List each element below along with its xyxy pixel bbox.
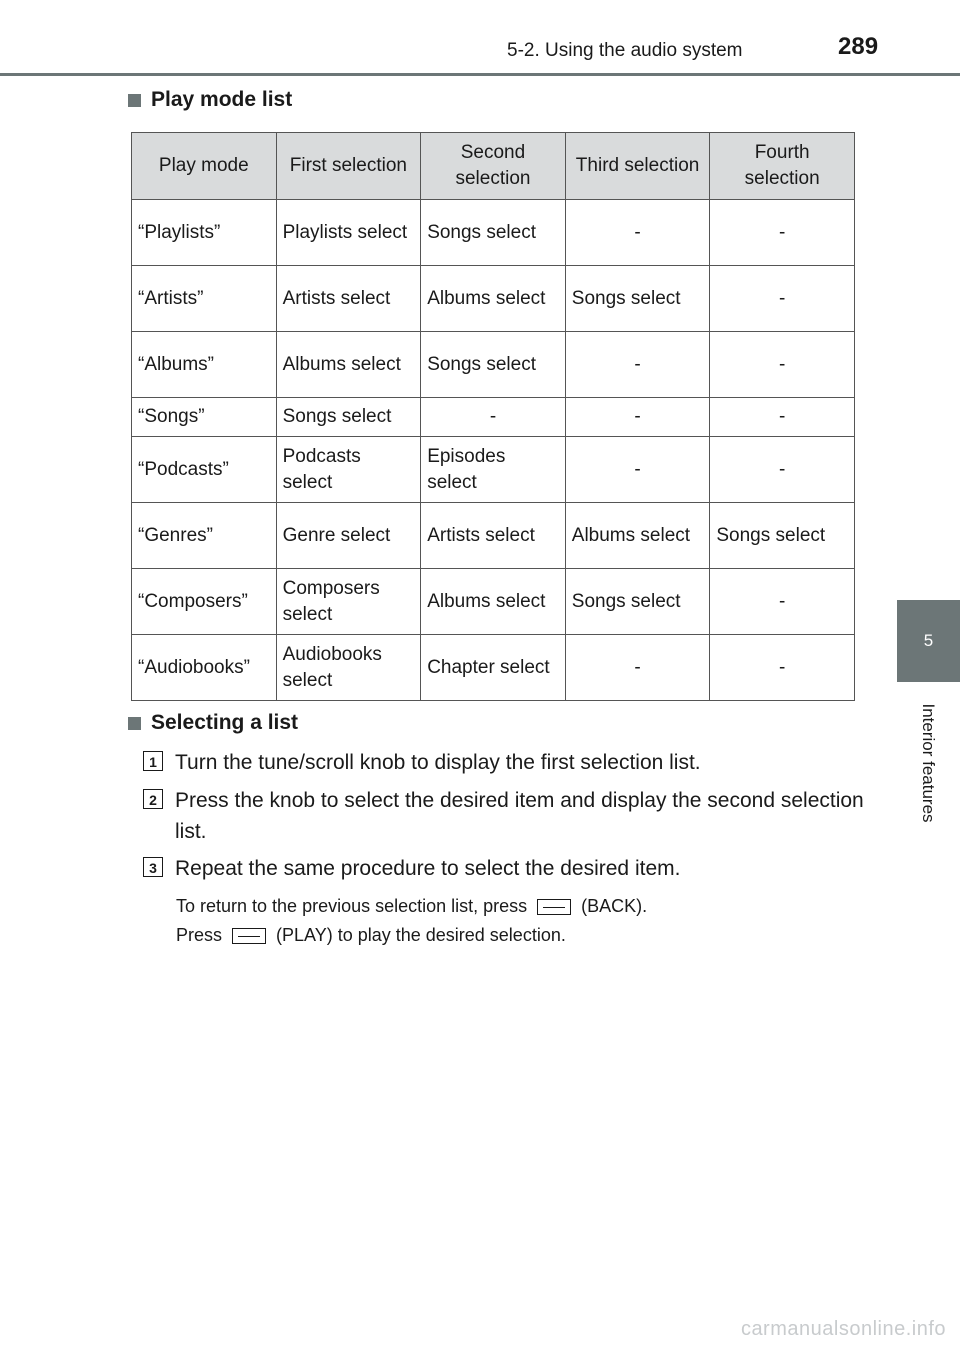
play-mode-heading xyxy=(128,88,292,112)
step-1 xyxy=(143,747,865,778)
table-row xyxy=(132,635,855,701)
table-row xyxy=(132,437,855,503)
step-text: Turn the tune/scroll knob to display the first selection list. xyxy=(175,751,701,774)
table-row xyxy=(132,503,855,569)
table-cell: Genre select xyxy=(276,503,421,569)
table-cell: - xyxy=(565,200,710,266)
table-cell: - xyxy=(710,332,855,398)
play-mode-heading-text: Play mode list xyxy=(151,88,293,111)
table-cell: “Genres” xyxy=(132,503,277,569)
back-note-suffix: (BACK). xyxy=(581,896,648,916)
table-cell: - xyxy=(565,398,710,437)
table-cell: Chapter select xyxy=(421,635,566,701)
watermark: carmanualsonline.info xyxy=(740,1318,946,1340)
chapter-tab xyxy=(897,600,960,682)
table-cell: “Playlists” xyxy=(132,200,277,266)
play-note-suffix: (PLAY) to play the desired selection. xyxy=(276,925,566,945)
column-header: Third selection xyxy=(565,133,710,200)
table-cell: Albums select xyxy=(421,266,566,332)
play-button-icon xyxy=(232,928,266,944)
table-cell: - xyxy=(710,569,855,635)
table-cell: Songs select xyxy=(421,332,566,398)
table-cell: Albums select xyxy=(421,569,566,635)
table-cell: Songs select xyxy=(421,200,566,266)
table-cell: Songs select xyxy=(710,503,855,569)
square-bullet-icon xyxy=(128,94,141,107)
column-header: Play mode xyxy=(132,133,277,200)
table-cell: Albums select xyxy=(565,503,710,569)
step-3 xyxy=(143,853,865,884)
table-row xyxy=(132,398,855,437)
table-cell: - xyxy=(565,437,710,503)
table-cell: Episodes select xyxy=(421,437,566,503)
column-header: Second selection xyxy=(421,133,566,200)
table-cell: Composers select xyxy=(276,569,421,635)
table-cell: Songs select xyxy=(565,266,710,332)
table-cell: “Songs” xyxy=(132,398,277,437)
chapter-title: Interior features xyxy=(919,703,938,823)
table-cell: “Artists” xyxy=(132,266,277,332)
table-cell: Songs select xyxy=(276,398,421,437)
table-cell: Playlists select xyxy=(276,200,421,266)
table-cell: - xyxy=(710,635,855,701)
table-cell: “Audiobooks” xyxy=(132,635,277,701)
table-header-row xyxy=(132,133,855,200)
table-cell: Songs select xyxy=(565,569,710,635)
step-text: Press the knob to select the desired item and display the second selection list. xyxy=(175,789,864,843)
column-header: First selection xyxy=(276,133,421,200)
table-cell: Albums select xyxy=(276,332,421,398)
step-number-badge: 1 xyxy=(143,751,163,771)
section-title: 5-2. Using the audio system xyxy=(507,40,743,61)
table-cell: - xyxy=(710,437,855,503)
back-note-prefix: To return to the previous selection list, press xyxy=(176,896,528,916)
table-cell: “Podcasts” xyxy=(132,437,277,503)
step-text: Repeat the same procedure to select the desired item. xyxy=(175,857,681,880)
back-button-icon xyxy=(537,899,571,915)
table-row xyxy=(132,569,855,635)
table-cell: - xyxy=(421,398,566,437)
table-cell: “Composers” xyxy=(132,569,277,635)
selecting-list-heading xyxy=(128,711,298,735)
table-row xyxy=(132,200,855,266)
table-cell: - xyxy=(710,266,855,332)
play-note-prefix: Press xyxy=(176,925,223,945)
table-row xyxy=(132,332,855,398)
table-cell: “Albums” xyxy=(132,332,277,398)
table-cell: Podcasts select xyxy=(276,437,421,503)
table-cell: - xyxy=(710,398,855,437)
table-cell: Artists select xyxy=(421,503,566,569)
play-note xyxy=(176,921,566,950)
column-header: Fourth selection xyxy=(710,133,855,200)
square-bullet-icon xyxy=(128,717,141,730)
table-row xyxy=(132,266,855,332)
table-cell: Audiobooks select xyxy=(276,635,421,701)
table-cell: - xyxy=(565,332,710,398)
chapter-number: 5 xyxy=(923,631,934,650)
step-number-badge: 2 xyxy=(143,789,163,809)
step-number-badge: 3 xyxy=(143,857,163,877)
table-cell: Artists select xyxy=(276,266,421,332)
play-mode-table xyxy=(131,132,855,701)
table-cell: - xyxy=(710,200,855,266)
page-number: 289 xyxy=(838,33,879,60)
table-cell: - xyxy=(565,635,710,701)
header-divider xyxy=(0,73,960,76)
step-2 xyxy=(143,785,865,847)
selecting-list-heading-text: Selecting a list xyxy=(151,711,299,734)
back-note xyxy=(176,892,647,921)
